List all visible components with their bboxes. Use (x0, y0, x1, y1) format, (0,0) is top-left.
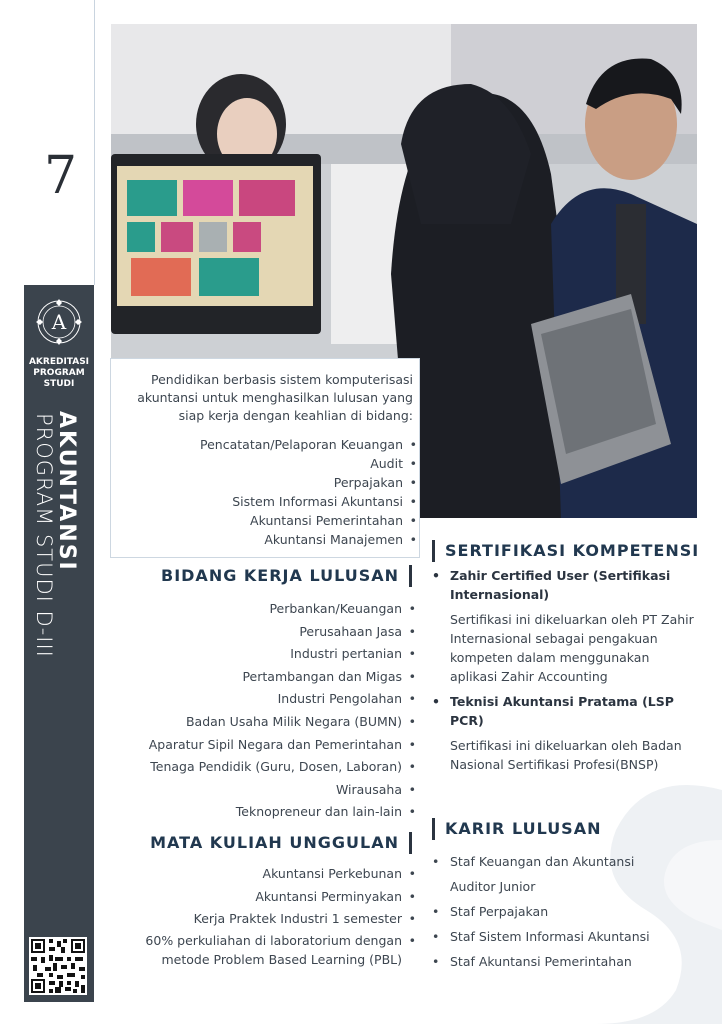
list-item: Perpajakan • (117, 473, 417, 492)
list-item: Auditor Junior (450, 879, 536, 894)
qr-code-icon (29, 937, 87, 995)
program-label: PROGRAM STUDI D-III (32, 413, 56, 658)
section-title-karir: KARIR LULUSAN (432, 818, 601, 840)
program-name: AKUNTANSI (54, 411, 79, 572)
list-item: Industri Pengolahan • (126, 688, 416, 711)
list-item: Akuntansi Pemerintahan • (117, 511, 417, 530)
list-item: • Staf Sistem Informasi Akuntansi (432, 924, 694, 949)
page-number: 7 (44, 146, 78, 206)
list-item: Kerja Praktek Industri 1 semester • (126, 908, 416, 931)
karir-list (432, 849, 694, 974)
list-item: Perusahaan Jasa • (126, 621, 416, 644)
akreditasi-line-1: AKREDITASI (28, 357, 90, 367)
list-item: Sistem Informasi Akuntansi • (117, 492, 417, 511)
intro-text: Pendidikan berbasis sistem komputerisasi akuntansi untuk menghasilkan lulusan yang siap kerja dengan keahlian di bidang: (137, 372, 413, 423)
list-item: Badan Usaha Milik Negara (BUMN) • (126, 711, 416, 734)
mata-kuliah-list (126, 863, 416, 969)
list-item: Wirausaha • (126, 779, 416, 802)
list-item: 60% perkuliahan di laboratorium dengan metode Problem Based Learning (PBL) • (126, 931, 416, 969)
sertifikasi-list (432, 566, 694, 780)
sertifikasi-item-title: • Teknisi Akuntansi Pratama (LSP PCR) (432, 692, 694, 730)
sertifikasi-item-desc: Sertifikasi ini dikeluarkan oleh Badan Nasional Sertifikasi Profesi(BNSP) (450, 738, 682, 772)
sertifikasi-item-desc: Sertifikasi ini dikeluarkan oleh PT Zahir Internasional sebagai pengakuan kompeten dalam menggunakan aplikasi Zahir Accounting (450, 612, 694, 684)
list-item: Pertambangan dan Migas • (126, 666, 416, 689)
bidang-kerja-list (126, 598, 416, 824)
akreditasi-label (24, 357, 94, 390)
divider-line (94, 0, 95, 285)
list-item: • Staf Akuntansi Pemerintahan (432, 949, 694, 974)
list-item: Pencatatan/Pelaporan Keuangan • (117, 435, 417, 454)
list-item: Teknopreneur dan lain-lain • (126, 801, 416, 824)
section-title-sertifikasi: SERTIFIKASI KOMPETENSI (432, 540, 699, 562)
crest-letter: A (51, 310, 67, 334)
list-item: Audit • (117, 454, 417, 473)
list-item: Akuntansi Perminyakan • (126, 886, 416, 909)
list-item: • Staf Perpajakan (432, 899, 694, 924)
intro-list (117, 435, 417, 549)
section-title-bidang-kerja: BIDANG KERJA LULUSAN (161, 565, 412, 587)
sidebar (24, 285, 94, 1002)
akreditasi-line-2: PROGRAM (33, 368, 85, 378)
akreditasi-line-3: STUDI (43, 379, 75, 389)
accreditation-crest-icon (34, 297, 84, 347)
list-item: Industri pertanian • (126, 643, 416, 666)
list-item: Akuntansi Perkebunan • (126, 863, 416, 886)
section-title-mata-kuliah: MATA KULIAH UNGGULAN (150, 832, 412, 854)
list-item: Perbankan/Keuangan • (126, 598, 416, 621)
sertifikasi-item-title: • Zahir Certified User (Sertifikasi Internasional) (432, 566, 694, 604)
list-item: • Staf Keuangan dan Akuntansi (432, 849, 694, 874)
intro-box (110, 358, 420, 558)
list-item: Akuntansi Manajemen • (117, 530, 417, 549)
list-item: Tenaga Pendidik (Guru, Dosen, Laboran) • (126, 756, 416, 779)
list-item: Aparatur Sipil Negara dan Pemerintahan • (126, 734, 416, 757)
